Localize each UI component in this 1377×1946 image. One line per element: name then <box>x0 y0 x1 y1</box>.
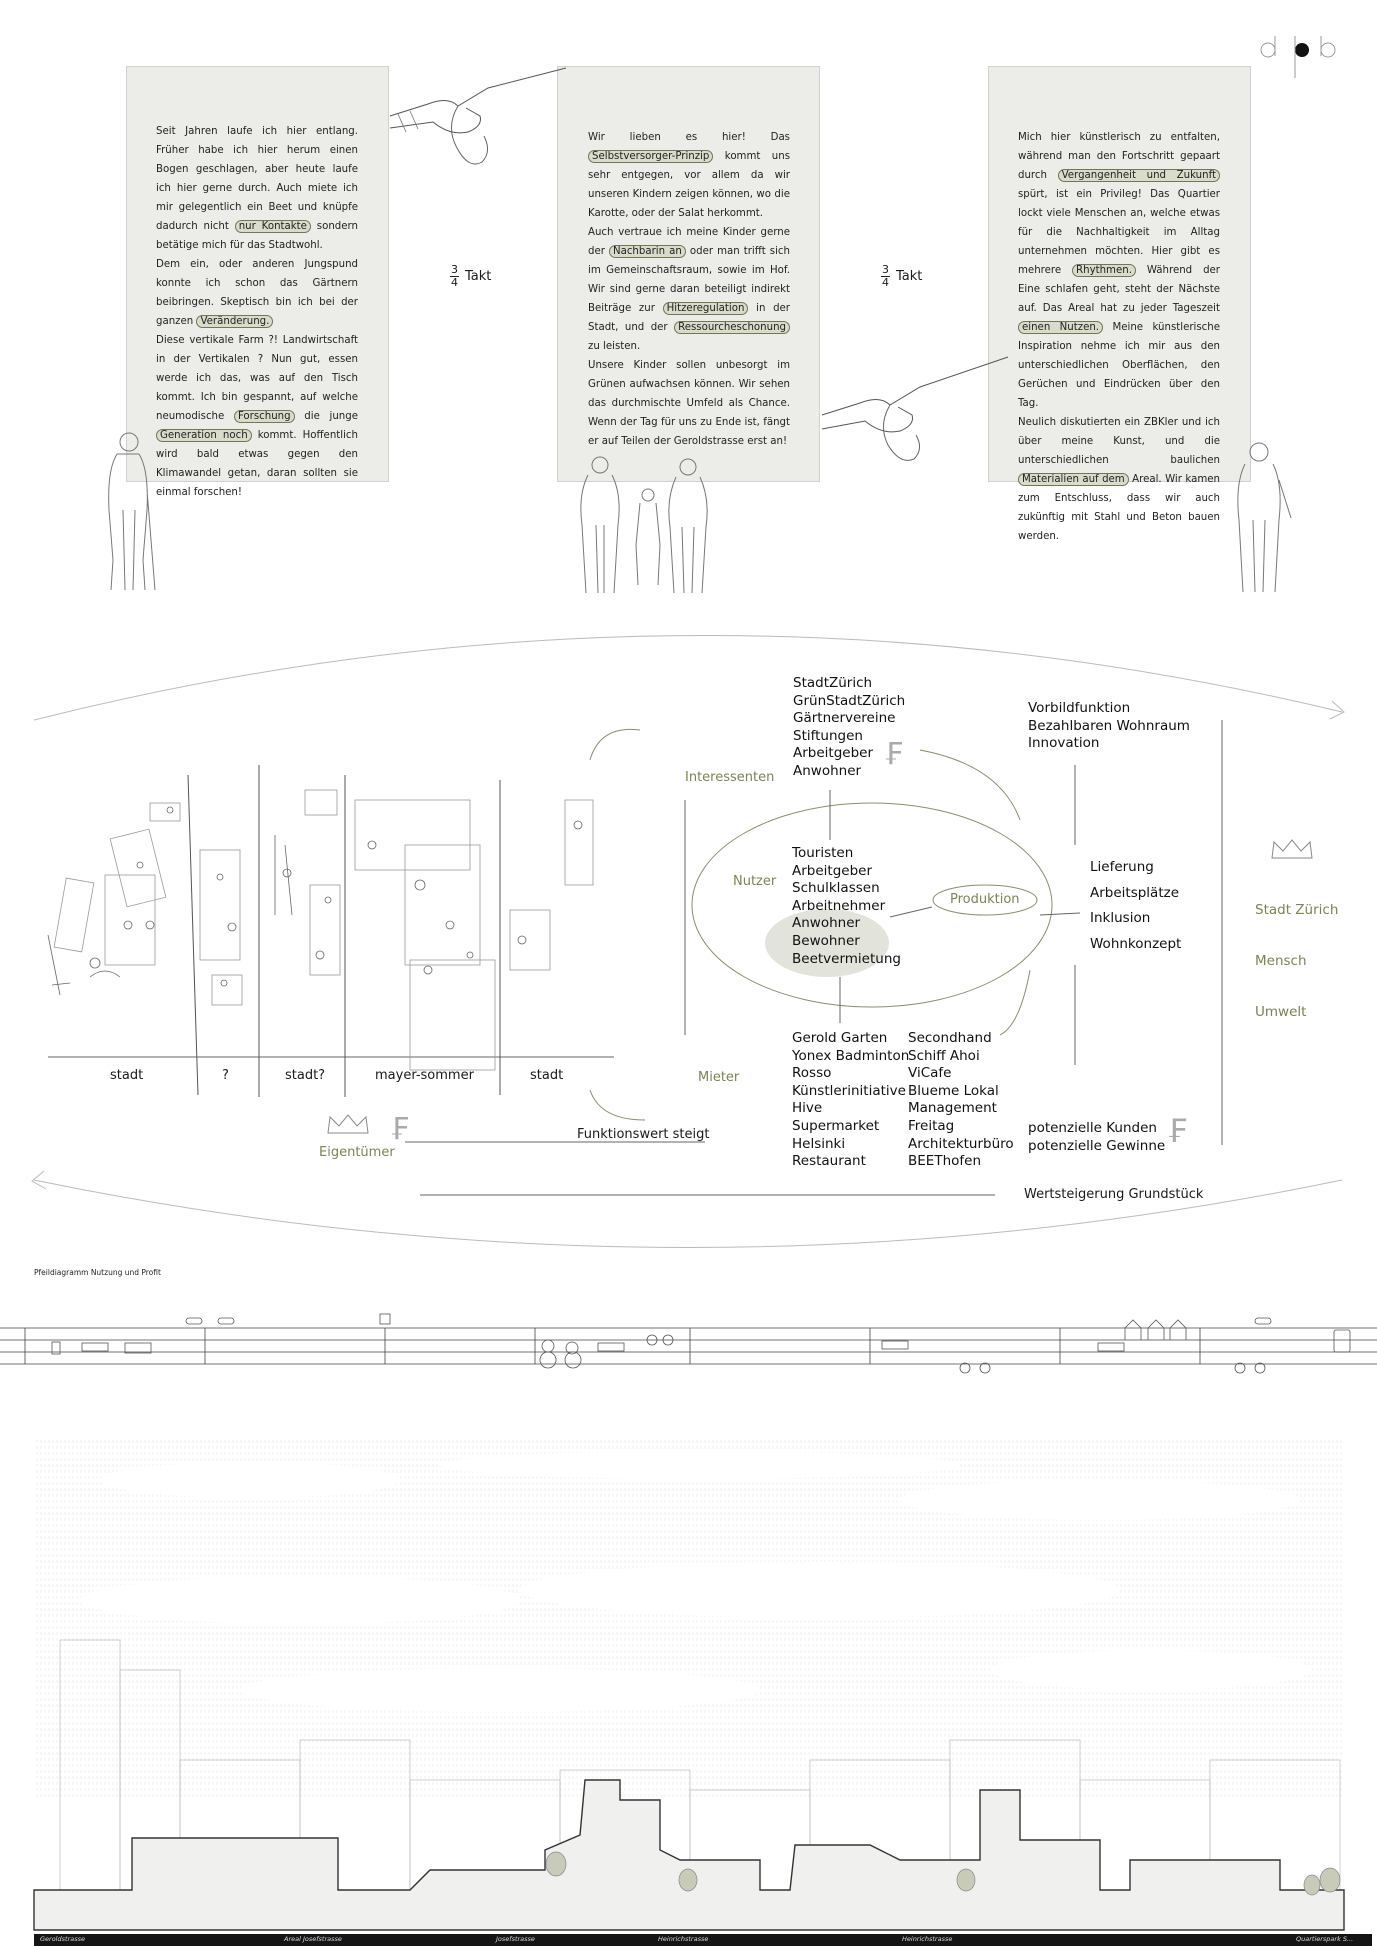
wertsteigerung-label: Wertsteigerung Grundstück <box>1024 1187 1204 1202</box>
funktionswert-label: Funktionswert steigt <box>577 1127 710 1142</box>
eigentuemer-label: Eigentümer <box>319 1145 395 1160</box>
nutzer-label: Nutzer <box>733 874 777 889</box>
list-item: Gerold Garten <box>792 1030 888 1046</box>
list-item: Mensch <box>1255 953 1307 969</box>
story-text: Mich hier künstlerisch zu entfalten, während man den Fortschritt gepaart durch <box>1018 132 1220 181</box>
list-item: Yonex Badminton <box>792 1047 910 1064</box>
skyline-section <box>0 1440 1377 1936</box>
takt-marker-1: $\frac{3}{4}$ Takt <box>451 263 492 289</box>
story-text: zu leisten. <box>588 341 641 352</box>
story-text: Diese vertikale Farm ?! Landwirtschaft in der Vertikalen ? Nun gut, essen werde ich das, was auf den Tisch kommt. Ich bin gespannt, auf welche neumodische <box>156 335 358 422</box>
franc-icon: ₣ <box>390 1112 410 1147</box>
list-item: Lieferung <box>1090 859 1154 875</box>
story-text: Wir lieben es hier! Das <box>588 132 790 143</box>
story-text: kommt. Hoffentlich wird bald etwas gegen den Klimawandel getan, daran sollten sie einmal forschen! <box>156 430 358 498</box>
list-item: Stiftungen <box>793 727 863 744</box>
list-item: Anwohner <box>792 915 861 932</box>
list-item: Vorbildfunktion <box>1028 700 1131 716</box>
story-text: Neulich diskutierten ein ZBKler und ich über meine Kunst, und die unterschiedlichen baulichen <box>1018 417 1220 466</box>
list-item: Arbeitsplätze <box>1090 884 1180 901</box>
story-text: sondern betätige mich für das Stadtwohl. <box>156 221 358 251</box>
highlight-keyword: Hitzeregulation <box>663 302 749 315</box>
crown-icon <box>326 1113 370 1137</box>
list-item: Schiff Ahoi <box>908 1047 980 1064</box>
street-name: Geroldstrasse <box>40 1935 85 1943</box>
story-text-left <box>156 122 358 502</box>
story-text: Auch vertraue ich meine Kinder gerne der <box>588 227 790 257</box>
list-item: ViCafe <box>908 1065 952 1082</box>
list-item: Secondhand <box>908 1030 992 1046</box>
right-label-list <box>1255 885 1338 1038</box>
list-item: Innovation <box>1028 735 1100 752</box>
kunden-list <box>1028 1120 1165 1155</box>
conductor-hand-icon <box>820 355 1010 465</box>
street-name: Quartierspark S... <box>1296 1935 1354 1943</box>
list-item: Schulklassen <box>792 880 880 897</box>
diagram-caption: Pfeildiagramm Nutzung und Profit <box>34 1268 161 1277</box>
street-name: Heinrichstrasse <box>902 1935 953 1943</box>
list-item: Hive <box>792 1100 823 1117</box>
nutzer-list <box>792 845 901 968</box>
highlight-keyword: Generation noch <box>156 429 252 442</box>
list-item: Gärtnervereine <box>793 710 896 727</box>
highlight-keyword: Veränderung. <box>196 315 273 328</box>
list-item: Arbeitgeber <box>792 862 873 879</box>
list-item: potenzielle Gewinne <box>1028 1137 1166 1154</box>
owner-label: mayer-sommer <box>375 1068 474 1083</box>
list-item: Anwohner <box>793 762 862 779</box>
story-text: Meine künstlerische Inspiration nehme ich mir aus den unterschiedlichen Oberflächen, den Gerüchen und Eindrücken über den Tag. <box>1018 322 1221 409</box>
list-item: Touristen <box>792 845 854 861</box>
highlight-keyword: Ressourcheschonung <box>674 321 790 334</box>
list-item: Restaurant <box>792 1153 866 1170</box>
highlight-keyword: Rhythmen. <box>1072 264 1136 277</box>
list-item: Arbeitgeber <box>793 745 874 762</box>
person-figure-icon <box>570 455 730 595</box>
highlight-keyword: Materialien auf dem <box>1018 473 1129 486</box>
list-item: potenzielle Kunden <box>1028 1120 1157 1136</box>
conductor-hand-icon <box>388 66 568 176</box>
list-item: GrünStadtZürich <box>793 692 906 709</box>
story-text: Seit Jahren laufe ich hier entlang. Früher habe ich hier herum einen Bogen geschlagen, aber heute laufe ich hier gerne durch. Auch miete ich mir gelegentlich ein Beet und knüpfe dadurch nicht <box>156 126 358 232</box>
list-item: StadtZürich <box>793 675 873 691</box>
list-item: Bewohner <box>792 932 860 949</box>
highlight-keyword: Forschung <box>234 410 295 423</box>
story-text: oder man trifft sich im Gemeinschaftsraum, sowie im Hof. Wir sind gerne daran beteiligt indirekt Beiträge zur <box>588 246 790 314</box>
vorbild-list <box>1028 700 1190 753</box>
crown-icon <box>1270 838 1314 862</box>
story-text: Während der Eine schlafen geht, steht der Nächste auf. Das Areal hat zu jeder Tageszeit <box>1018 265 1220 314</box>
list-item: Stadt Zürich <box>1255 902 1339 918</box>
mieter-list-1 <box>792 1030 909 1171</box>
list-item: Künstlerinitiative <box>792 1082 906 1099</box>
mieter-label: Mieter <box>698 1070 740 1085</box>
highlight-keyword: Vergangenheit und Zukunft <box>1058 169 1220 182</box>
owner-label: ? <box>222 1068 229 1083</box>
list-item: Blueme Lokal <box>908 1082 999 1099</box>
person-figure-icon <box>95 430 165 595</box>
franc-icon: ₣ <box>884 737 904 772</box>
takt-marker-2: $\frac{3}{4}$ Takt <box>882 263 923 289</box>
story-text: in der Stadt, und der <box>588 303 790 333</box>
story-text: Dem ein, oder anderen Jungspund konnte ich schon das Gärtnern beibringen. Skeptisch bin ich bei der ganzen <box>156 259 358 327</box>
story-text: Unsere Kinder sollen unbesorgt im Grünen aufwachsen können. Wir sehen das durchmischte Umfeld als Chance. Wenn der Tag für uns zu Ende ist, fängt er auf Teilen der Geroldstrasse erst an! <box>588 360 790 447</box>
interessenten-label: Interessenten <box>685 770 775 785</box>
highlight-keyword: einen Nutzen. <box>1018 321 1103 334</box>
story-text: Areal. Wir kamen zum Entschluss, dass wir auch zukünftig mit Stahl und Beton bauen werden. <box>1018 474 1220 542</box>
list-item: Freitag <box>908 1117 955 1134</box>
list-item: Management <box>908 1100 997 1117</box>
list-item: Umwelt <box>1255 1004 1307 1020</box>
list-item: Rosso <box>792 1065 832 1082</box>
produktion-label: Produktion <box>950 892 1020 907</box>
person-figure-icon <box>1225 440 1295 595</box>
list-item: Wohnkonzept <box>1090 935 1182 952</box>
interessenten-list <box>793 675 905 781</box>
owner-label: stadt? <box>285 1068 326 1083</box>
story-text-middle <box>588 128 790 451</box>
story-text: die junge <box>294 411 358 422</box>
list-item: Beetvermietung <box>792 950 901 967</box>
story-text-right <box>1018 128 1220 546</box>
list-item: Arbeitnehmer <box>792 897 886 914</box>
list-item: Bezahlbaren Wohnraum <box>1028 717 1190 734</box>
franc-icon: ₣ <box>1167 1112 1188 1150</box>
story-text: kommt uns sehr entgegen, vor allem da wir unseren Kindern zeigen können, wo die Karotte, oder der Salat herkommt. <box>588 151 790 219</box>
street-name: Areal Josefstrasse <box>284 1935 342 1943</box>
list-item: BEEThofen <box>908 1153 981 1170</box>
story-text: spürt, ist ein Privileg! Das Quartier lockt viele Menschen an, welche etwas für die Nachhaltigkeit im Alltag unternehmen möchten. Hier gibt es mehrere <box>1018 189 1220 276</box>
list-item: Inklusion <box>1090 910 1151 926</box>
street-name: Heinrichstrasse <box>658 1935 709 1943</box>
street-name-bar <box>34 1934 1372 1946</box>
owner-label: stadt <box>110 1068 144 1083</box>
list-item: Architekturbüro <box>908 1135 1014 1152</box>
logo-icon <box>1256 34 1336 84</box>
lieferung-list <box>1090 855 1181 957</box>
highlight-keyword: Nachbarin an <box>609 245 686 258</box>
list-item: Helsinki <box>792 1135 846 1152</box>
highlight-keyword: Selbstversorger-Prinzip <box>588 150 713 163</box>
highlight-keyword: nur Kontakte <box>235 220 311 233</box>
mieter-list-2 <box>908 1030 1014 1171</box>
owner-label: stadt <box>530 1068 564 1083</box>
list-item: Supermarket <box>792 1117 880 1134</box>
street-name: Josefstrasse <box>496 1935 535 1943</box>
street-strip <box>0 1310 1377 1380</box>
